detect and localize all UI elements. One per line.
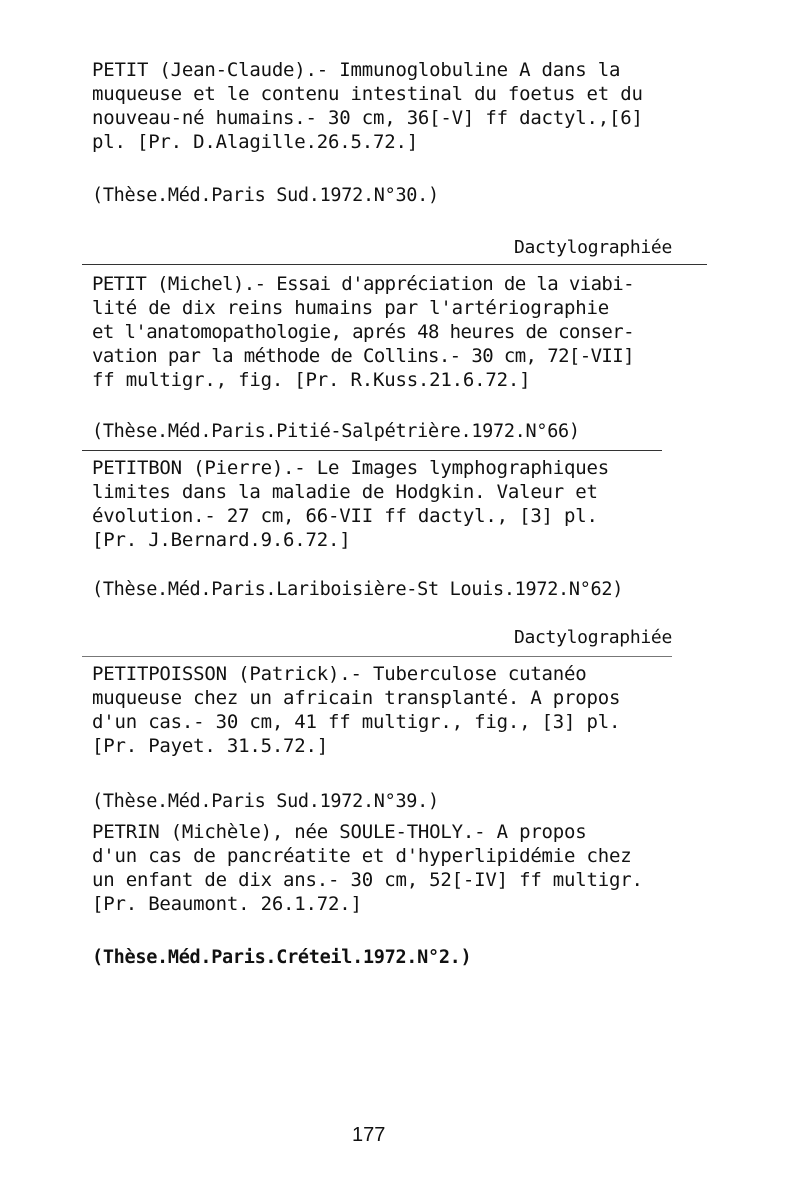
entry-line: ff multigr., fig. [Pr. R.Kuss.21.6.72.]	[92, 369, 531, 391]
entry-line: [Pr. Payet. 31.5.72.]	[92, 735, 329, 757]
entry-line: d'un cas de pancréatite et d'hyperlipidémie chez	[92, 845, 632, 867]
entry-petitpoisson-patrick	[92, 662, 712, 758]
entry-line: d'un cas.- 30 cm, 41 ff multigr., fig., [3] pl.	[92, 711, 621, 733]
entry-line: limites dans la maladie de Hodgkin. Valeur et	[92, 481, 598, 503]
entry-line: PETIT (Michel).- Essai d'appréciation de la viabi-	[92, 273, 634, 295]
entry-line: muqueuse chez un africain transplanté. A propos	[92, 687, 621, 709]
entry-line: PETITPOISSON (Patrick).- Tuberculose cutanéo	[92, 663, 587, 685]
thesis-reference: (Thèse.Méd.Paris Sud.1972.N°30.)	[92, 185, 439, 206]
thesis-reference: (Thèse.Méd.Paris.Pitié-Salpétrière.1972.N°66)	[92, 421, 580, 442]
typescript-note: Dactylographiée	[513, 237, 672, 258]
separator-rule	[82, 656, 672, 657]
entry-petitbon-pierre	[92, 456, 712, 552]
separator-rule	[82, 450, 662, 451]
entry-line: vation par la méthode de Collins.- 30 cm, 72[-VII]	[92, 345, 634, 367]
thesis-reference: (Thèse.Méd.Paris Sud.1972.N°39.)	[92, 791, 439, 812]
entry-petrin-michele	[92, 820, 712, 916]
entry-line: lité de dix reins humains par l'artériographie	[92, 297, 609, 319]
entry-line: et l'anatomopathologie, aprés 48 heures de conser-	[92, 321, 634, 343]
entry-line: PETITBON (Pierre).- Le Images lymphographiques	[92, 457, 609, 479]
entry-line: pl. [Pr. D.Alagille.26.5.72.]	[92, 131, 418, 153]
entry-line: PETIT (Jean-Claude).- Immunoglobuline A dans la	[92, 59, 621, 81]
thesis-reference: (Thèse.Méd.Paris.Créteil.1972.N°2.)	[92, 947, 472, 968]
separator-rule	[82, 264, 707, 265]
entry-line: PETRIN (Michèle), née SOULE-THOLY.- A propos	[92, 821, 587, 843]
entry-line: évolution.- 27 cm, 66-VII ff dactyl., [3] pl.	[92, 505, 598, 527]
typescript-note: Dactylographiée	[513, 627, 672, 648]
entry-line: [Pr. J.Bernard.9.6.72.]	[92, 529, 351, 551]
thesis-reference: (Thèse.Méd.Paris.Lariboisière-St Louis.1972.N°62)	[92, 579, 624, 600]
entry-line: nouveau-né humains.- 30 cm, 36[-V] ff dactyl.,[6]	[92, 107, 643, 129]
entry-petit-jean-claude	[92, 58, 712, 154]
page-number: 177	[352, 1124, 386, 1146]
entry-line: un enfant de dix ans.- 30 cm, 52[-IV] ff multigr.	[92, 869, 643, 891]
entry-line: muqueuse et le contenu intestinal du foetus et du	[92, 83, 643, 105]
entry-line: [Pr. Beaumont. 26.1.72.]	[92, 893, 362, 915]
entry-petit-michel	[92, 272, 712, 392]
